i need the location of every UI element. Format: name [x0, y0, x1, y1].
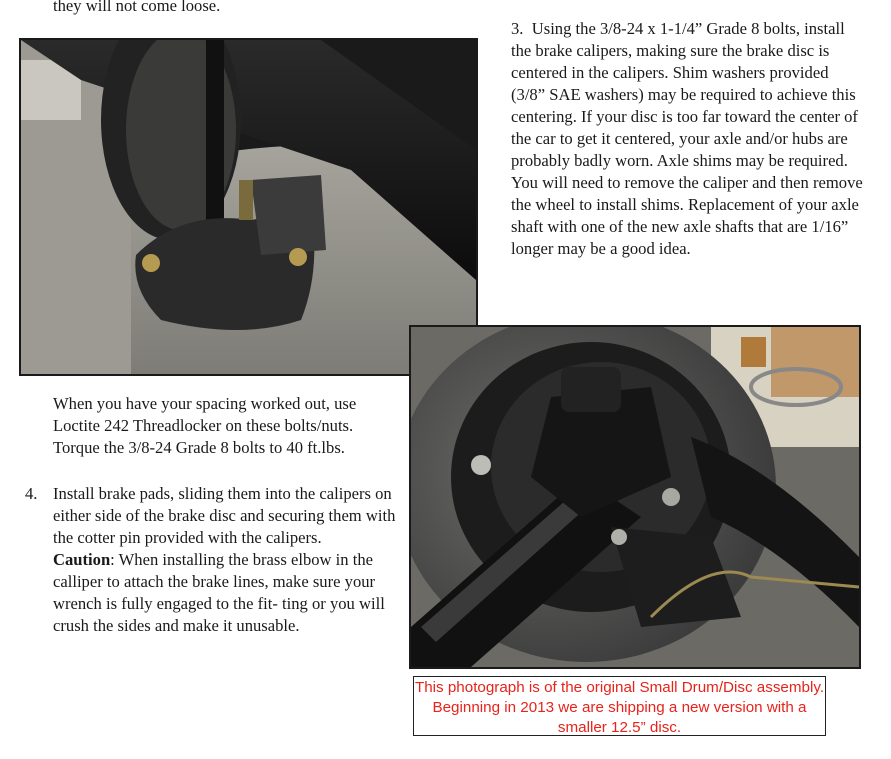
- caution-label: Caution: [53, 550, 111, 569]
- caution-text: : When installing the brass elbow in the calliper to attach the brake lines, make sure your wrench is fully engaged to the fit- ting or you will crush the sides and make it unusable.: [53, 550, 385, 635]
- photo-caption-box: [413, 676, 826, 736]
- drum-disc-assembly-photo: [409, 325, 861, 669]
- step-3-text: Using the 3/8-24 x 1-1/4” Grade 8 bolts, install the brake calipers, making sure the brake disc is centered in the calipers. Shim washers provided (3/8” SAE washers) may be required to achieve this centering. If your disc is too far toward the center of the car to get it centered, your axle and/or hubs are probably badly worn. Axle shims may be required. You will need to remove the caliper and then remove the wheel to install shims. Replacement of your axle shaft with one of the new axle shafts that are 1/16” longer may be a good idea.: [511, 19, 863, 258]
- step-4-text: Install brake pads, sliding them into the calipers on either side of the brake disc and securing them with the cotter pin provided with the calipers.: [53, 484, 396, 547]
- step-3-paragraph: [511, 18, 863, 260]
- top-fragment-text: they will not come loose.: [53, 0, 221, 15]
- step-3-number: 3.: [511, 19, 524, 38]
- step-4-number: 4.: [25, 484, 38, 503]
- spacing-paragraph: When you have your spacing worked out, use Loctite 242 Threadlocker on these bolts/nuts. Torque the 3/8-24 Grade 8 bolts to 40 ft.lbs.: [53, 394, 357, 457]
- photo-caption-text: This photograph is of the original Small Drum/Disc assembly. Beginning in 2013 we are shipping a new version with a smaller 12.5” disc.: [414, 679, 825, 736]
- step-4-paragraph: [53, 483, 398, 637]
